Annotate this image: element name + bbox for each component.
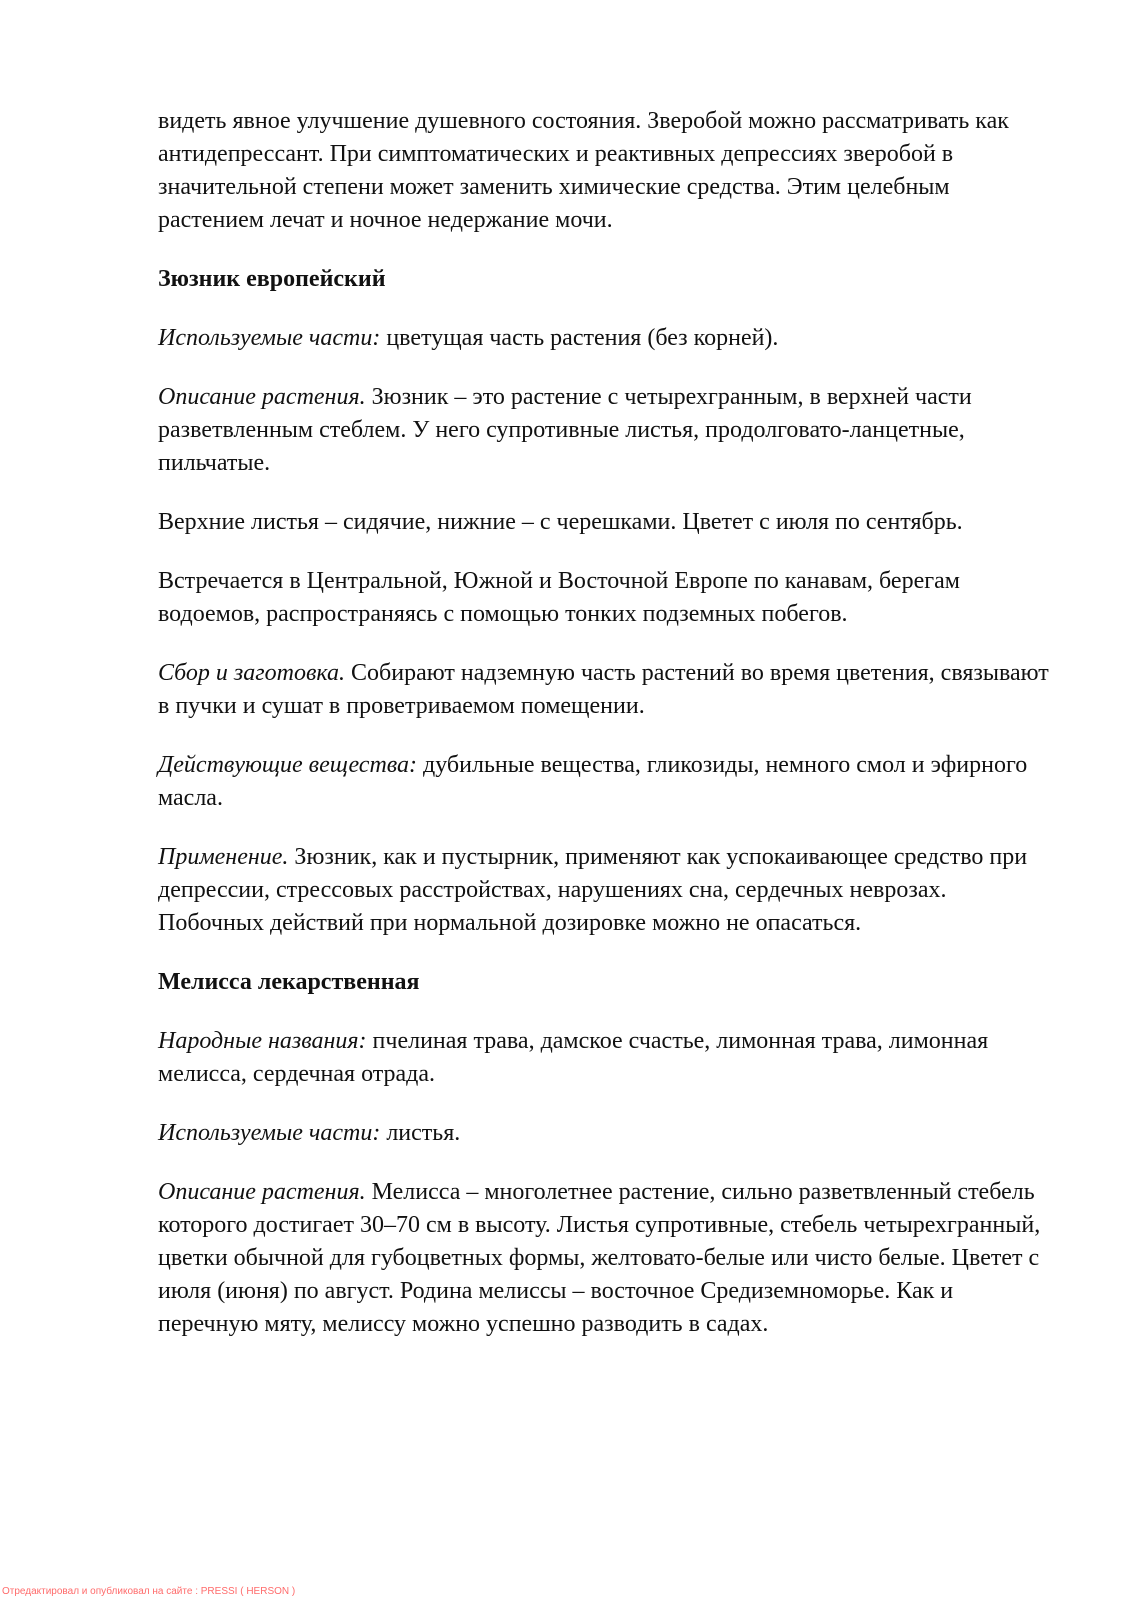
paragraph-lead: Применение. [158, 844, 289, 870]
paragraph-used-parts [158, 1117, 1058, 1150]
paragraph-lead: Используемые части: [158, 325, 381, 351]
paragraph-lead: Действующие вещества: [158, 752, 418, 778]
section-heading-zyuznik: Зюзник европейский [158, 266, 386, 292]
paragraph-text: Мелисса – многолетнее растение, сильно разветвленный стебель которого достигает 30–70 см в высоту. Листья супротивные, стебель четырехгранный, цветки обычной для губоцветных формы, желтовато-белые или чисто белые. Цветет с июля (июня) по август. Родина мелиссы – восточное Средиземноморье. Как и перечную мяту, мелиссу можно успешно разводить в садах. [158, 1179, 1041, 1337]
paragraph-text: Встречается в Центральной, Южной и Восточной Европе по канавам, берегам водоемов, распространяясь с помощью тонких подземных побегов. [158, 568, 960, 627]
paragraph-text: цветущая часть растения (без корней). [380, 325, 779, 351]
paragraph-harvesting [158, 657, 1058, 723]
paragraph-text: видеть явное улучшение душевного состояния. Зверобой можно рассматривать как антидепрессант. При симптоматических и реактивных депрессиях зверобой в значительной степени может заменить химические средства. Этим целебным растением лечат и ночное недержание мочи. [158, 108, 1009, 233]
paragraph-text: Верхние листья – сидячие, нижние – с черешками. Цветет с июля по сентябрь. [158, 509, 963, 535]
paragraph-continuation [158, 105, 1058, 237]
paragraph-folk-names [158, 1025, 1058, 1091]
paragraph-used-parts [158, 322, 1058, 355]
paragraph-habitat [158, 565, 1058, 631]
paragraph-text: Зюзник – это растение с четырехгранным, в верхней части разветвленным стеблем. У него супротивные листья, продолговато-ланцетные, пильчатые. [158, 384, 972, 476]
paragraph-plant-description [158, 381, 1058, 480]
paragraph-application [158, 841, 1058, 940]
paragraph-lead: Народные названия: [158, 1028, 367, 1054]
paragraph-leaves [158, 506, 1058, 539]
paragraph-active-substances [158, 749, 1058, 815]
footer-credit-note: Отредактировал и опубликовал на сайте : PRESSI ( HERSON ) [2, 1586, 296, 1597]
paragraph-text: Зюзник, как и пустырник, применяют как успокаивающее средство при депрессии, стрессовых расстройствах, нарушениях сна, сердечных неврозах. Побочных действий при нормальной дозировке можно не опасаться. [158, 844, 1028, 936]
paragraph-text: Собирают надземную часть растений во время цветения, связывают в пучки и сушат в проветриваемом помещении. [158, 660, 1049, 719]
paragraph-plant-description [158, 1176, 1058, 1341]
paragraph-lead: Описание растения. [158, 384, 366, 410]
section-heading-melissa: Мелисса лекарственная [158, 969, 420, 995]
paragraph-lead: Описание растения. [158, 1179, 366, 1205]
paragraph-text: листья. [380, 1120, 461, 1146]
paragraph-text: пчелиная трава, дамское счастье, лимонная трава, лимонная мелисса, сердечная отрада. [158, 1028, 989, 1087]
paragraph-lead: Используемые части: [158, 1120, 381, 1146]
paragraph-text: дубильные вещества, гликозиды, немного смол и эфирного масла. [158, 752, 1028, 811]
paragraph-lead: Сбор и заготовка. [158, 660, 346, 686]
document-body [158, 105, 1058, 1367]
